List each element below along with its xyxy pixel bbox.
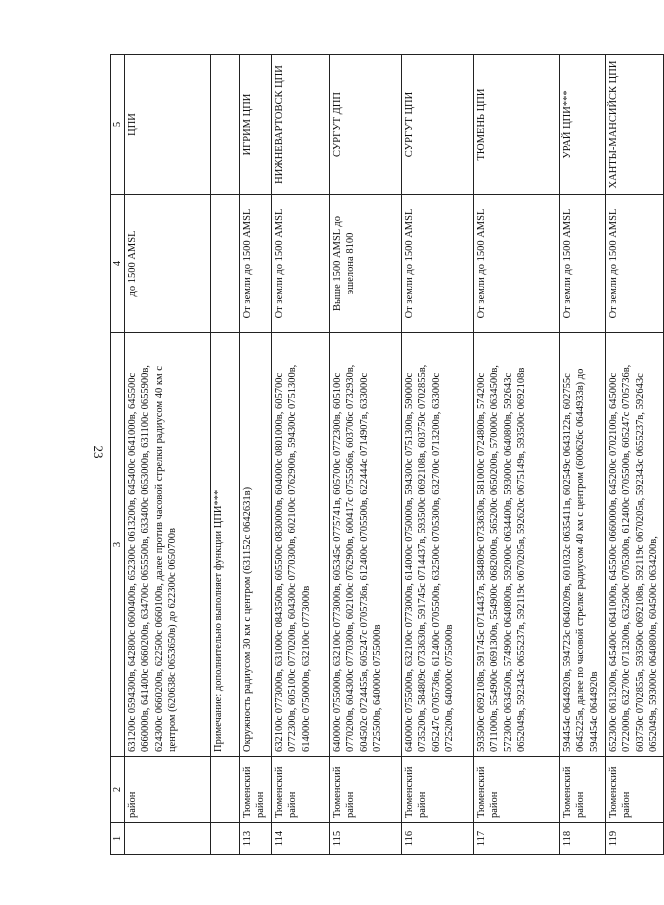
airspace-table: [110, 54, 664, 855]
center-cell: ЦПИ: [125, 55, 211, 195]
altitude-cell: От земли до 1500 AMSL: [240, 195, 272, 333]
coordinates-cell: 593500с 0692108в, 591745с 0714437в, 584809с 0733630в, 581000с 0724800в, 574200с 0711000в, 554900с 0691300в, 554900с 0682000в, 565200с 0650200в, 570000с 0634500в, 572300с 0634500в, 574900с 0640800в, 592000с 0634400в, 593000с 0640800в, 592643с 0652049в, 592343с 0655237в, 592119с 0670205в, 592620с 0675149в, 593500с 0692108в: [474, 333, 560, 757]
table-row: [240, 55, 272, 855]
center-cell: ТЮМЕНЬ ЦПИ: [474, 55, 560, 195]
coordinates-cell: Окружность радиусом 30 км с центром (631152с 0642631в): [240, 333, 272, 757]
row-number: 117: [474, 823, 560, 855]
coordinates-cell: 640000с 0755000в, 632100с 0773000в, 614000с 0750000в, 594300с 0751300в, 590000с 0735200в, 584809с 0733630в, 591745с 0714437в, 593500с 0692108в, 603750с 0702855в, 605247с 0705736в, 612400с 0705500в, 632500с 0705300в, 632700с 0713200в, 633000с 0725200в, 640000с 0755000в: [402, 333, 474, 757]
empty-cell: [211, 195, 240, 333]
table-row: [560, 55, 606, 855]
district-cell: Тюменский район: [240, 757, 272, 823]
center-cell: ХАНТЫ-МАНСИЙСК ЦПИ: [606, 55, 664, 195]
center-cell: СУРГУТ ЦПИ: [402, 55, 474, 195]
note-cell: Примечание: дополнительно выполняет функции ЦПИ***: [211, 333, 240, 757]
center-cell: НИЖНЕВАРТОВСК ЦПИ: [272, 55, 330, 195]
table-row: [474, 55, 560, 855]
district-cell: Тюменский район: [272, 757, 330, 823]
altitude-cell: Выше 1500 AMSL до эшелона 8100: [330, 195, 402, 333]
row-number: 118: [560, 823, 606, 855]
header-cell: 4: [111, 195, 125, 333]
center-cell: ИГРИМ ЦПИ: [240, 55, 272, 195]
table-row: [606, 55, 664, 855]
note-row: [211, 55, 240, 855]
district-cell: Тюменский район: [606, 757, 664, 823]
table-row: [402, 55, 474, 855]
coordinates-cell: 594454с 0644920в, 594723с 0640209в, 601032с 0635411в, 602549с 0643122в, 602755с 0645225в, далее по часовой стрелке радиусом 40 км с центром (600626с 0644933в) до 594454с 0644920в: [560, 333, 606, 757]
row-number: [125, 823, 211, 855]
district-cell: район: [125, 757, 211, 823]
empty-cell: [211, 757, 240, 823]
center-cell: СУРГУТ ДПП: [330, 55, 402, 195]
rotated-table-container: [110, 55, 659, 855]
row-number: 113: [240, 823, 272, 855]
district-cell: Тюменский район: [402, 757, 474, 823]
row-number: 115: [330, 823, 402, 855]
header-cell: 5: [111, 55, 125, 195]
row-number: 114: [272, 823, 330, 855]
empty-cell: [211, 823, 240, 855]
district-cell: Тюменский район: [330, 757, 402, 823]
altitude-cell: до 1500 AMSL: [125, 195, 211, 333]
header-cell: 3: [111, 333, 125, 757]
altitude-cell: От земли до 1500 AMSL: [560, 195, 606, 333]
row-number: 119: [606, 823, 664, 855]
coordinates-cell: 652300с 0613200в, 645400с 0641000в, 645500с 0660000в, 645200с 0702100в, 645000с 0722000в, 632700с 0713200в, 632500с 0705300в, 612400с 0705500в, 605247с 0705736в, 603750с 0702855в, 593500с 0692108в, 592119с 0670205в, 592343с 0655237в, 592643с 0652049в, 593000с 0640800в, 604500с 0634200в,: [606, 333, 664, 757]
altitude-cell: От земли до 1500 AMSL: [402, 195, 474, 333]
row-number: 116: [402, 823, 474, 855]
coordinates-cell: 640000с 0755000в, 632100с 0773000в, 605345с 0775741в, 605700с 0772300в, 605100с 0770200в, 604300с 0770300в, 602100с 0762900в, 600417с 0755506в, 603706с 0732930в, 604502с 0724455в, 605247с 0705736в, 612400с 0705500в, 622444с 0714907в, 633000с 0725500в, 640000с 0755000в: [330, 333, 402, 757]
page-number: 23: [91, 445, 106, 459]
altitude-cell: От земли до 1500 AMSL: [606, 195, 664, 333]
header-row: [111, 55, 125, 855]
table-row: [125, 55, 211, 855]
altitude-cell: От земли до 1500 AMSL: [474, 195, 560, 333]
altitude-cell: От земли до 1500 AMSL: [272, 195, 330, 333]
table-row: [330, 55, 402, 855]
empty-cell: [211, 55, 240, 195]
district-cell: Тюменский район: [560, 757, 606, 823]
coordinates-cell: 631200с 0594300в, 642800с 0600400в, 652300с 0613200в, 645400с 0641000в, 645500с 0660000в, 641400с 0660200в, 634700с 0655500в, 633400с 0653000в, 631100с 0655900в, 624300с 0660200в, 622500с 0660100в, далее против часовой стрелки радиусом 40 км с центром (620638с 0653650в) до 622300с 0650700в: [125, 333, 211, 757]
center-cell: УРАЙ ЦПИ***: [560, 55, 606, 195]
district-cell: Тюменский район: [474, 757, 560, 823]
header-cell: 1: [111, 823, 125, 855]
table-row: [272, 55, 330, 855]
header-cell: 2: [111, 757, 125, 823]
coordinates-cell: 632100с 0773000в, 631000с 0843500в, 605500с 0830000в, 604000с 0801000в, 605700с 0772300в, 605100с 0770200в, 604300с 0770300в, 602100с 0762900в, 594300с 0751300в, 614000с 0750000в, 632100с 0773000в: [272, 333, 330, 757]
